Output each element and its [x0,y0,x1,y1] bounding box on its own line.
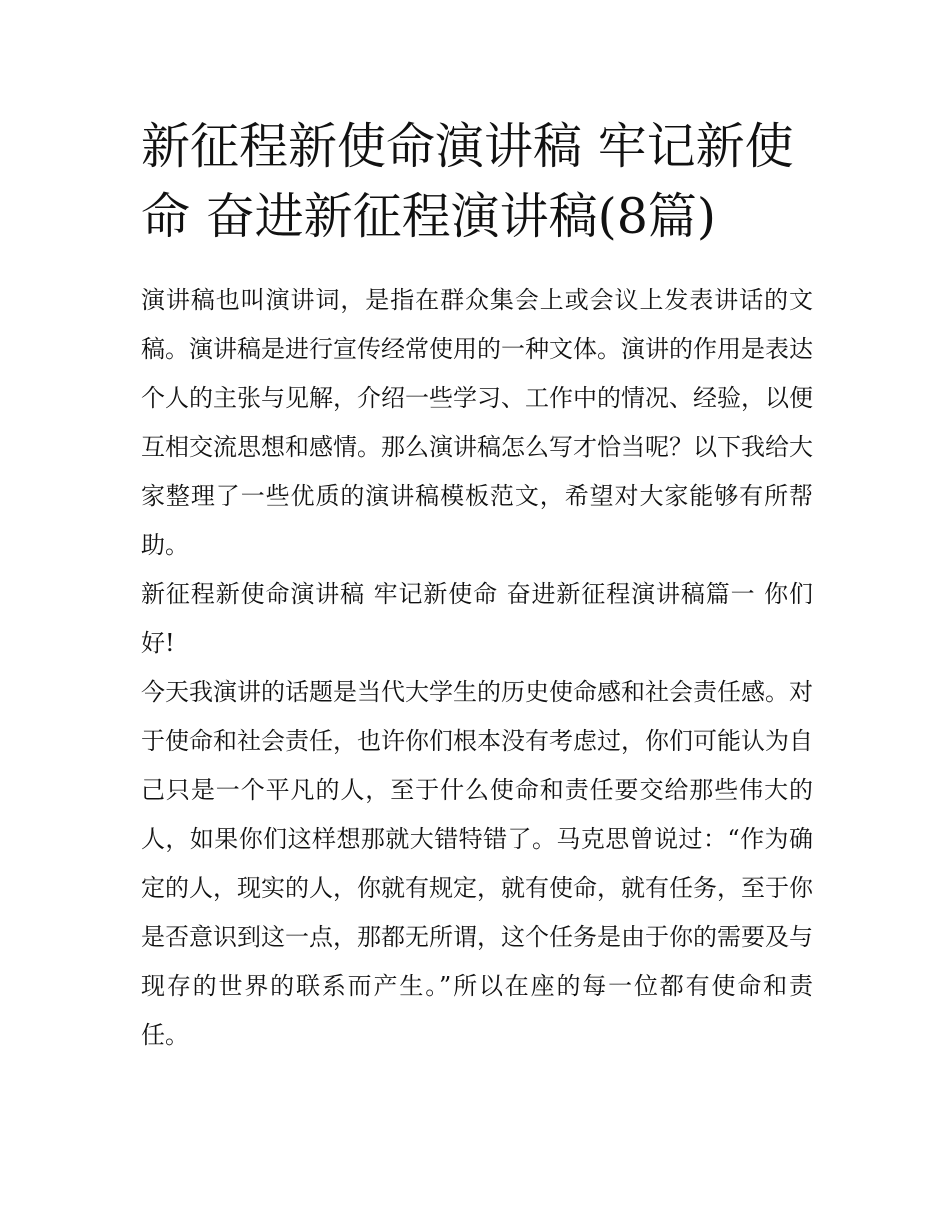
section-heading-paragraph: 新征程新使命演讲稿 牢记新使命 奋进新征程演讲稿篇一 你们好! [141,580,813,657]
document-body [141,112,813,1060]
body-paragraph: 今天我演讲的话题是当代大学生的历史使命感和社会责任感。对于使命和社会责任，也许你们根本没有考虑过，你们可能认为自己只是一个平凡的人，至于什么使命和责任要交给那些伟大的人，如果你们这样想那就大错特错了。马克思曾说过：“作为确定的人，现实的人，你就有规定，就有使命，就有任务，至于你是否意识到这一点，那都无所谓，这个任务是由于你的需要及与现存的世界的联系而产生。”所以在座的每一位都有使命和责任。 [141,678,813,1049]
intro-paragraph: 演讲稿也叫演讲词，是指在群众集会上或会议上发表讲话的文稿。演讲稿是进行宣传经常使用的一种文体。演讲的作用是表达个人的主张与见解，介绍一些学习、工作中的情况、经验，以便互相交流思想和感情。那么演讲稿怎么写才恰当呢？以下我给大家整理了一些优质的演讲稿模板范文，希望对大家能够有所帮助。 [141,286,813,559]
document-title: 新征程新使命演讲稿 牢记新使命 奋进新征程演讲稿(8篇) [141,118,794,245]
